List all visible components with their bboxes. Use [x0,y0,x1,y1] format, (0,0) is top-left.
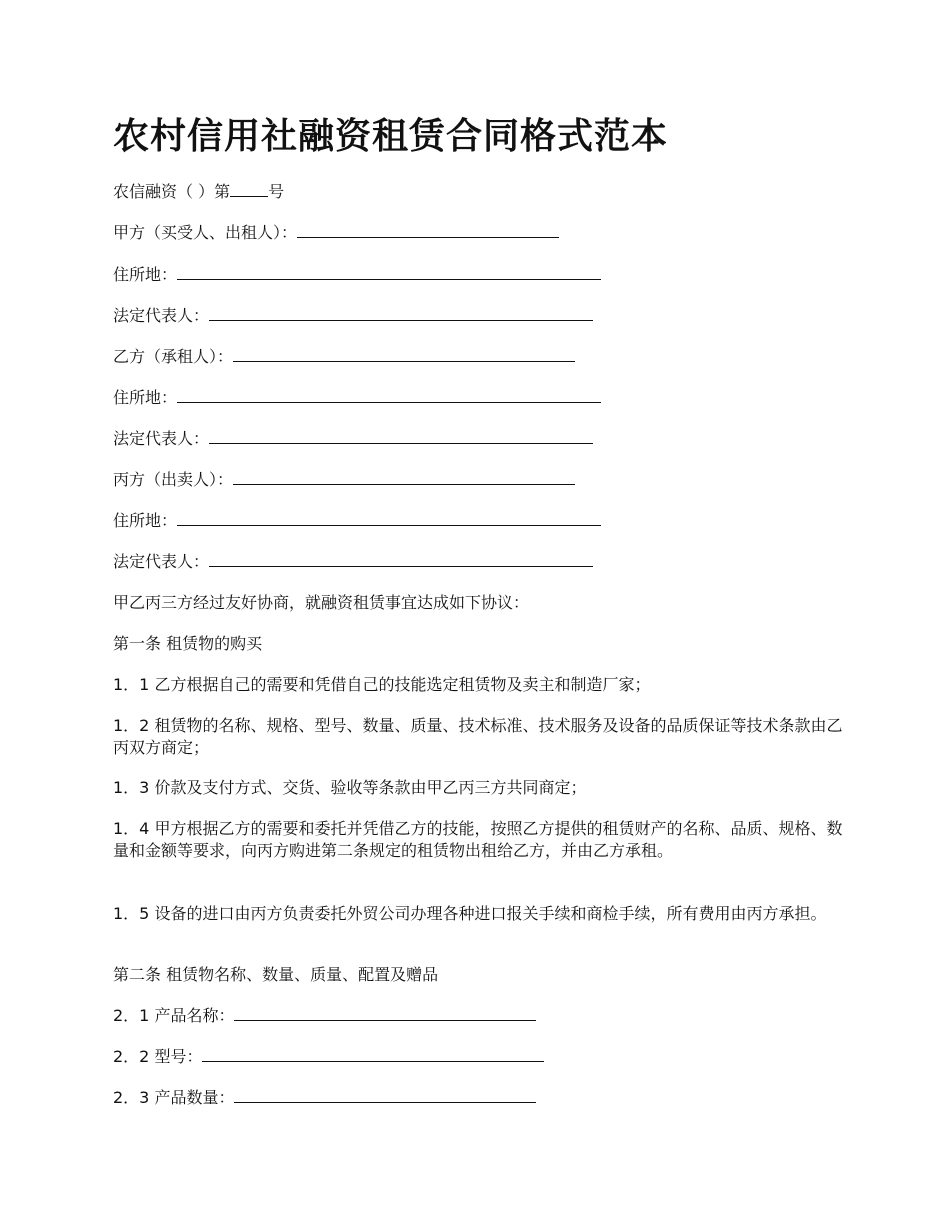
reference-number-line [113,181,284,203]
legal-rep-3-blank [209,551,593,567]
legal-rep-1-line [113,305,593,327]
clause-1-5: 1．5 设备的进口由丙方负责委托外贸公司办理各种进口报关手续和商检手续，所有费用由丙方承担。 [113,904,827,923]
clause-1-4: 1．4 甲方根据乙方的需要和委托并凭借乙方的技能，按照乙方提供的租赁财产的名称、品质、规格、数量和金额等要求，向丙方购进第二条规定的租赁物出租给乙方，并由乙方承租。 [113,819,843,860]
intro-paragraph: 甲乙丙三方经过友好协商，就融资租赁事宜达成如下协议： [113,593,530,612]
legal-rep-2-line [113,428,593,450]
legal-rep-2-blank [209,428,593,444]
legal-rep-3-label: 法定代表人： [113,552,210,571]
address-1-label: 住所地： [113,265,178,284]
address-2-label: 住所地： [113,388,178,407]
address-2-blank [177,387,601,403]
party-b-label: 乙方（承租人）： [113,347,234,366]
clause-2-1-line [113,1005,536,1027]
party-b-line [113,346,575,368]
product-name-blank [234,1005,536,1021]
party-c-line [113,469,575,491]
legal-rep-1-blank [209,305,593,321]
document-title: 农村信用社融资租赁合同格式范本 [113,116,669,157]
address-1-blank [177,264,601,280]
party-a-line [113,222,559,244]
clause-2-3-label: 2．3 产品数量： [113,1088,235,1107]
clause-1-2: 1．2 租赁物的名称、规格、型号、数量、质量、技术标准、技术服务及设备的品质保证等技术条款由乙丙双方商定； [113,716,843,757]
product-quantity-blank [234,1087,536,1103]
clause-1-1: 1．1 乙方根据自己的需要和凭借自己的技能选定租赁物及卖主和制造厂家； [113,675,651,694]
clause-1-3: 1．3 价款及支付方式、交货、验收等条款由甲乙丙三方共同商定； [113,778,587,797]
clause-2-2-label: 2．2 型号： [113,1047,203,1066]
article-1-heading: 第一条 租赁物的购买 [113,634,263,653]
party-c-label: 丙方（出卖人）： [113,470,234,489]
party-a-label: 甲方（买受人、出租人）： [113,223,298,242]
model-blank [202,1046,544,1062]
legal-rep-2-label: 法定代表人： [113,429,210,448]
party-b-blank [233,346,575,362]
address-1-line [113,264,601,286]
reference-suffix: 号 [268,182,285,201]
address-3-line [113,510,601,532]
address-3-label: 住所地： [113,511,178,530]
party-a-blank [297,222,559,238]
reference-number-blank [230,181,268,197]
address-3-blank [177,510,601,526]
article-2-heading: 第二条 租赁物名称、数量、质量、配置及赠品 [113,965,439,984]
legal-rep-1-label: 法定代表人： [113,306,210,325]
address-2-line [113,387,601,409]
clause-2-1-label: 2．1 产品名称： [113,1006,235,1025]
party-c-blank [233,469,575,485]
reference-prefix: 农信融资（ ）第 [113,182,231,201]
legal-rep-3-line [113,551,593,573]
clause-2-3-line [113,1087,536,1109]
clause-2-2-line [113,1046,544,1068]
